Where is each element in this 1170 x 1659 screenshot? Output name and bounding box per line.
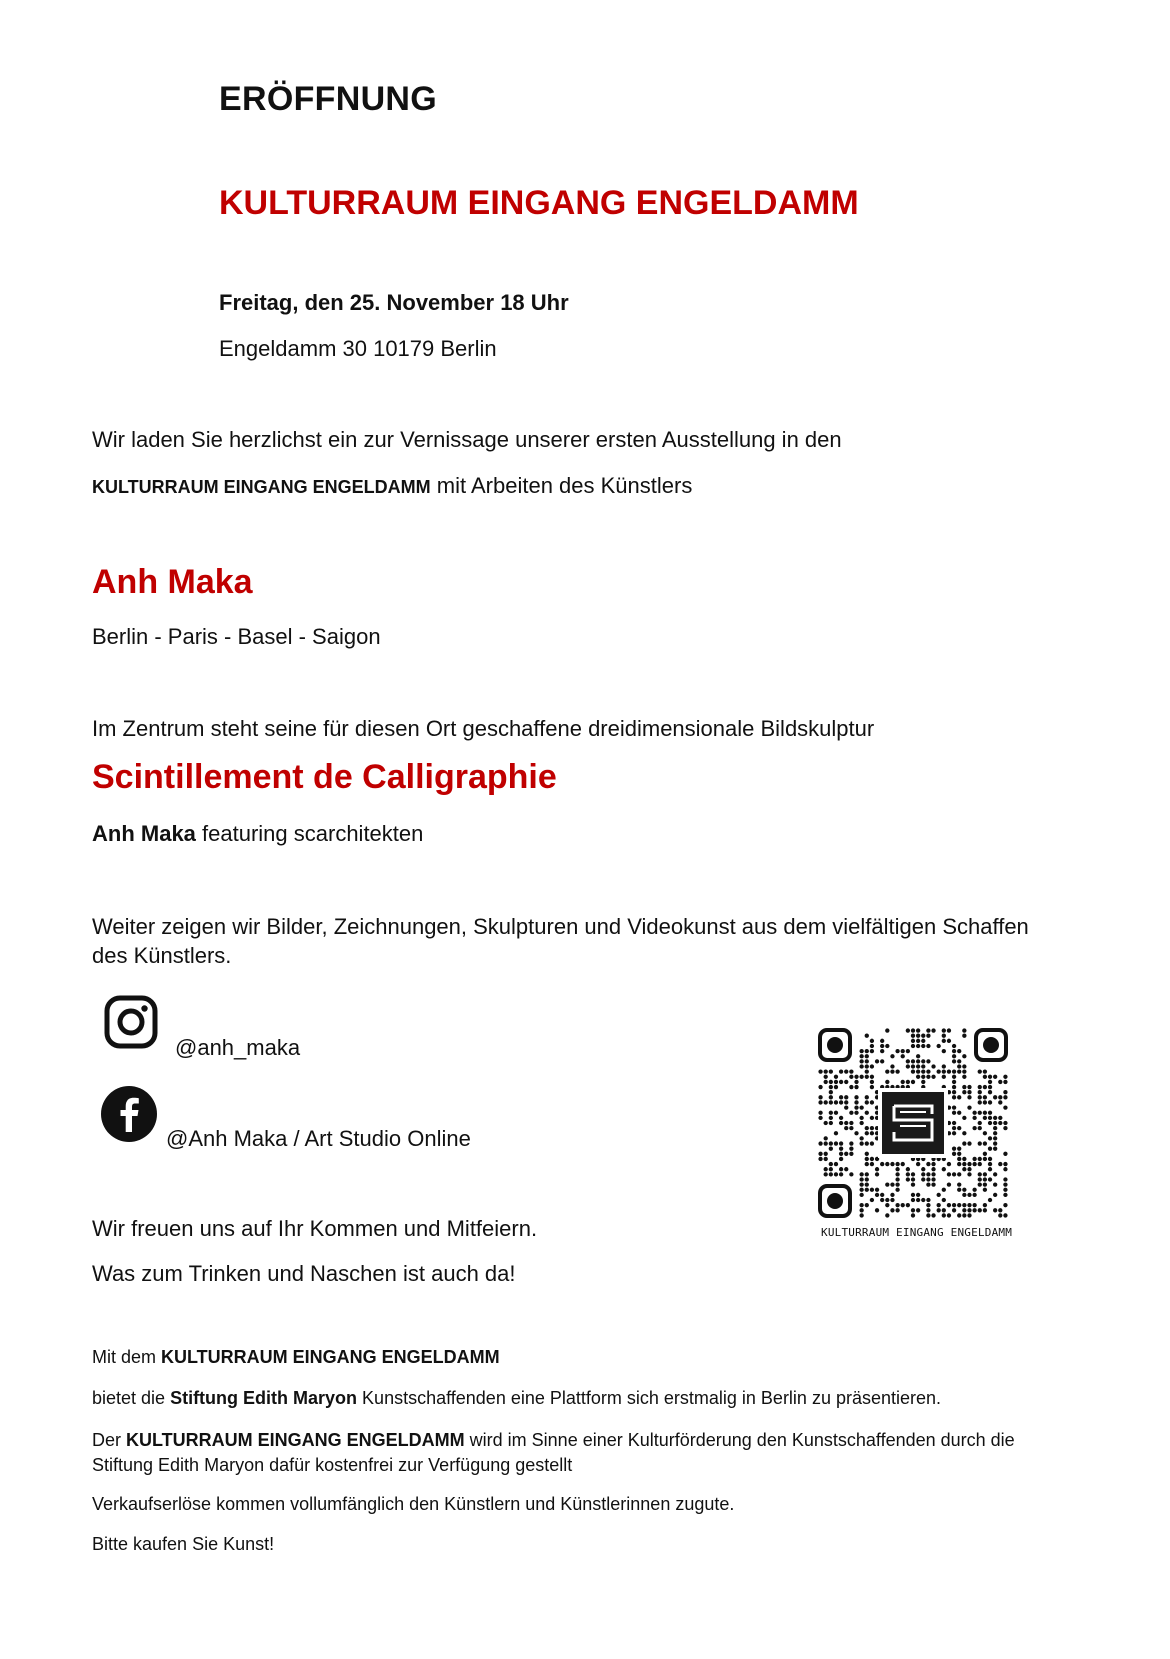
footer-paragraph-2 <box>92 1388 941 1409</box>
featuring-rest: featuring scarchitekten <box>195 821 424 846</box>
footer-text: Der <box>92 1430 127 1450</box>
qr-center-logo <box>878 1088 948 1158</box>
facebook-handle[interactable]: @Anh Maka / Art Studio Online <box>166 1126 471 1151</box>
event-date: Freitag, den 25. November 18 Uhr <box>219 290 569 315</box>
featuring-artist: Anh Maka <box>92 821 196 846</box>
footer-paragraph-5: Bitte kaufen Sie Kunst! <box>92 1534 275 1554</box>
work-title: Scintillement de Calligraphie <box>92 758 557 796</box>
work-featuring <box>92 821 423 847</box>
closing-line-2: Was zum Trinken und Naschen ist auch da! <box>92 1261 516 1286</box>
invitation-line-2-rest: mit Arbeiten des Künstlers <box>430 473 693 498</box>
qr-caption: KULTURRAUM EINGANG ENGELDAMM <box>821 1226 1013 1239</box>
qr-finder-top-left <box>820 1030 850 1060</box>
footer-paragraph-3 <box>92 1428 1052 1478</box>
event-address: Engeldamm 30 10179 Berlin <box>219 336 497 361</box>
venue-title: KULTURRAUM EINGANG ENGELDAMM <box>219 184 859 222</box>
footer-venue: KULTURRAUM EINGANG ENGELDAMM <box>126 1430 465 1450</box>
invitation-venue: KULTURRAUM EINGANG ENGELDAMM <box>92 477 431 497</box>
artist-name: Anh Maka <box>92 563 253 601</box>
invitation-line-2 <box>92 473 692 499</box>
facebook-icon[interactable] <box>100 1085 158 1143</box>
footer-paragraph-1 <box>92 1347 500 1368</box>
artist-cities: Berlin - Paris - Basel - Saigon <box>92 624 381 649</box>
footer-text: Kunstschaffenden eine Plattform sich erstmalig in Berlin zu präsentieren. <box>357 1388 942 1408</box>
footer-paragraph-4: Verkaufserlöse kommen vollumfänglich den Künstlern und Künstlerinnen zugute. <box>92 1494 735 1514</box>
qr-finder-bottom-left <box>820 1186 850 1216</box>
qr-code[interactable] <box>818 1028 1008 1218</box>
footer-text: wird im Sinne einer Kulturförderung den Kunstschaffenden durch die Stiftung Edith Maryon dafür kostenfrei zur Verfügung gestellt <box>92 1430 1015 1475</box>
closing-line-1: Wir freuen uns auf Ihr Kommen und Mitfeiern. <box>92 1216 538 1241</box>
further-works-text: Weiter zeigen wir Bilder, Zeichnungen, Skulpturen und Videokunst aus dem vielfältigen Schaffen des Künstlers. <box>92 914 1029 968</box>
page-title: ERÖFFNUNG <box>219 80 438 118</box>
instagram-handle[interactable]: @anh_maka <box>175 1035 301 1060</box>
footer-text: bietet die <box>92 1388 171 1408</box>
footer-venue: KULTURRAUM EINGANG ENGELDAMM <box>161 1347 500 1367</box>
work-intro: Im Zentrum steht seine für diesen Ort geschaffene dreidimensionale Bildskulptur <box>92 716 875 741</box>
qr-finder-top-right <box>976 1030 1006 1060</box>
footer-text: Mit dem <box>92 1347 162 1367</box>
footer-foundation: Stiftung Edith Maryon <box>170 1388 358 1408</box>
invitation-line-1: Wir laden Sie herzlichst ein zur Vernissage unserer ersten Ausstellung in den <box>92 427 842 452</box>
instagram-icon[interactable] <box>104 995 158 1049</box>
